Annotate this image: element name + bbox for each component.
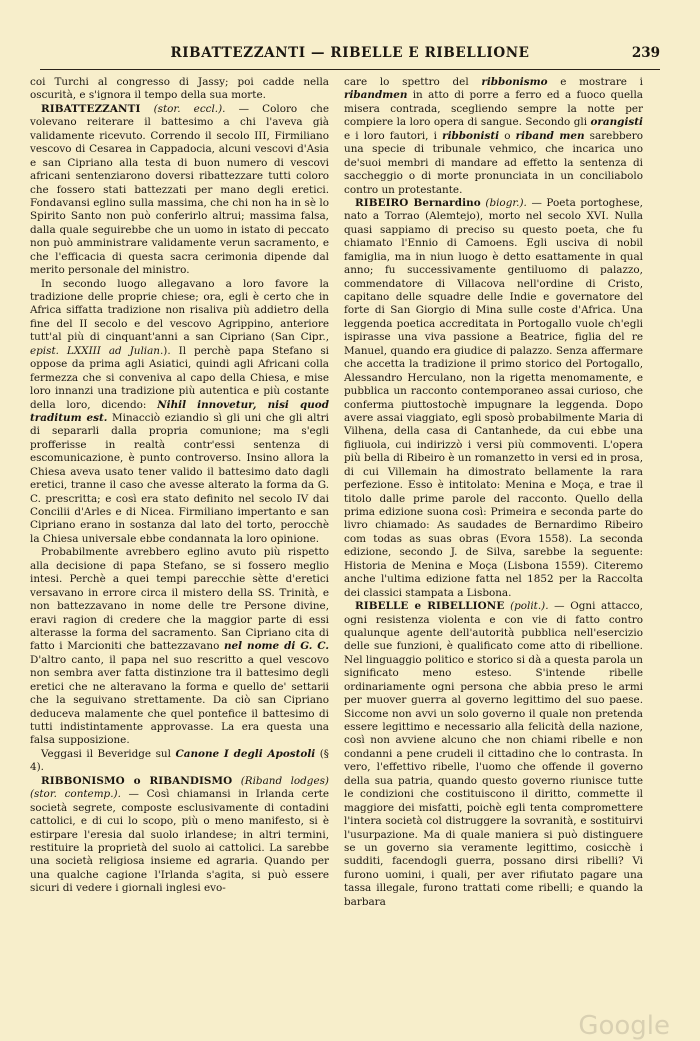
entry-term: RIBATTEZZANTI bbox=[41, 102, 141, 115]
entry-category: (polit.). bbox=[504, 600, 555, 613]
page-number: 239 bbox=[631, 45, 660, 61]
watermark: Google bbox=[578, 1011, 670, 1041]
paragraph: Probabilmente avrebbero eglino avuto più rispetto alla decisione di papa Stefano, se si fossero meglio intesi. Perchè a quei tempi parecchie sètte d'eretici versavano in errore circa il mistero della SS. Trinità, e non battezzavano in nome delle tre Persone divine, eravi ragion di credere che la maggior parte di essi alterasse la forma del sacramento. San Cipriano cita di fatto i Marcioniti che battezzavano nel nome di G. C. D'altro canto, il papa nel suo rescritto a quel vescovo non sembra aver fatta distinzione tra il battesimo degli eretici che ne alteravano la forma e quello de' settarii che la seguivano strettamente. Da ciò san Cipriano deduceva malamente che quel pontefice il battesimo di tutti indistintamente approvasse. La era questa una falsa supposizione. bbox=[30, 546, 329, 747]
dictionary-entry bbox=[30, 103, 329, 278]
entry-term: RIBEIRO Bernardino bbox=[355, 196, 481, 209]
entry-category: (biogr.). bbox=[480, 196, 532, 209]
right-column bbox=[344, 76, 643, 909]
dictionary-entry bbox=[30, 775, 329, 896]
entry-text: — Ogni attacco, ogni resistenza violenta e con vie di fatto contro qualunque agente dell'autorità pubblica nell'esercizio delle sue funzioni, è qualificato come atto di ribellione. Nel linguaggio politico e storico si dà a questa parola un significato meno esteso. S'intende ribelle ordinariamente ogni persona che abbia preso le armi per muover guerra al governo legittimo del suo paese. Siccome non avvi un solo governo il quale non pretenda essere legittimo e necessario alla felicità della nazione, così non avviene alcuno che non chiami ribelle e non condanni a pene crudeli il cittadino che lo contrasta. In vero, l'effettivo ribelle, l'uomo che offende il governo della sua patria, quando questo governo riunisce tutte le condizioni che costituiscono il diritto, commette il maggiore dei misfatti, poichè egli tenta compromettere l'intera società col distruggere la sovranità, e sostituirvi l'usurpazione. Ma di quale maniera si può distinguere se un governo sia veramente legittimo, cosicchè i sudditi, facendogli guerra, possano dirsi ribelli? Vi furono uomini, i quali, per aver rifiutato pagare una tassa illegale, furono trattati come ribelli; e quando la barbara bbox=[344, 600, 643, 908]
left-column bbox=[30, 76, 329, 896]
continued-paragraph: coi Turchi al congresso di Jassy; poi cadde nella oscurità, e s'ignora il tempo della sua morte. bbox=[30, 76, 329, 102]
entry-category: (Riband lodges) (stor. contemp.). bbox=[30, 774, 329, 801]
entry-term: RIBELLE e RIBELLIONE bbox=[355, 600, 505, 613]
paragraph: In secondo luogo allegavano a loro favore la tradizione delle proprie chiese; ora, egli è certo che in Africa siffatta tradizione non risaliva più addietro della fine del II secolo e del vescovo Agrippino, anteriore tutt'al più di cinquant'anni a san Cipriano (San Cipr., epist. LXXIII ad Julian.). Il perchè papa Stefano si oppose da prima agli Asiatici, quindi agli Africani colla fermezza che si conveniva al capo della Chiesa, e mise loro innanzi una tradizione più autentica e più costante della loro, dicendo: Nihil innovetur, nisi quod traditum est. Minacciò eziandio sì gli uni che gli altri di separarli dalla propria comunione; ma s'egli profferisse in realtà contr'essi sentenza di escomunicazione, è punto controverso. Insino allora la Chiesa aveva usato tener valido il battesimo dato dagli eretici, tranne il caso che avesse alterato la forma da G. C. prescritta; e così era stato definito nel secolo IV dai Concilii d'Arles e di Nicea. Firmiliano impertanto e san Cipriano erano in sostanza dal lato del torto, perocchè la Chiesa universale ebbe condannata la loro opinione. bbox=[30, 277, 329, 545]
entry-text: — Poeta portoghese, nato a Torrao (Alemtejo), morto nel secolo XVI. Nulla quasi sappiamo di preciso su questo poeta, che fu chiamato l'Ennio di Camoens. Egli usciva di nobil famiglia, ma in niun luogo è detto esattamente in qual anno; fu successivamente gentiluomo di palazzo, commendatore di Villacova nell'ordine di Cristo, capitano delle squadre delle Indie e governatore del forte di San Giorgio di Mina sulle coste d'Africa. Una leggenda poetica accreditata in Portogallo vuole ch'egli ispirasse una viva passione a Beatrice, figlia del re Manuel, quando era giudice di palazzo. Senza affermare che accetta la tradizione il primo storico del Portogallo, Alessandro Herculano, non la rigetta menomamente, e pubblica un racconto contemporaneo assai curioso, che conferma piuttostochè impugnare la leggenda. Dopo avere assai viaggiato, egli sposò probabilmente Maria di Vilhena, della casa di Cantanhede, da cui ebbe una figliuola, cui indirizzò i versi più commoventi. L'opera più bella di Ribeiro è un romanzetto in versi ed in prosa, di cui Villemain ha dimostrato bellamente la rara perfezione. Esso è intitolato: Menina e Moça, e trae il titolo dalle prime parole del racconto. Quello della prima edizione suona così: Primeira e seconda parte do livro chiamado: As saudades de Bernardimo Ribeiro com todas as suas obras (Evora 1558). La seconda edizione, secondo J. de Silva, sarebbe la seguente: Historia de Menina e Moça (Lisbona 1559). Citeremo anche l'ultima edizione fatta nel 1852 per la Raccolta dei classici stampata a Lisbona. bbox=[344, 196, 643, 599]
entry-text: — Coloro che volevano reiterare il battesimo a chi l'aveva già validamente ricevuto. Correndo il secolo III, Firmiliano vescovo di Cesarea in Cappadocia, alcuni vescovi d'Asia e san Cipriano alla testa di buon numero di vescovi africani sentenziarono doversi ribattezzare tutti coloro che fossero stati battezzati per mano degli eretici. Fondavansi eglino sulla massima, che chi non ha in sè lo Spirito Santo non può conferirlo altrui; massima falsa, dalla quale seguirebbe che un uomo in istato di peccato non può amministrare validamente verun sacramento, e che l'efficacia di questa sacra cerimonia dipende dal merito personale del ministro. bbox=[30, 102, 330, 277]
entry-term: RIBBONISMO o RIBANDISMO bbox=[41, 774, 233, 787]
continued-paragraph: care lo spettro del ribbonismo e mostrare i ribandmen in atto di porre a ferro ed a fuoco quella misera contrada, scegliendo sempre la notte per compiere la loro opera di sangue. Secondo gli orangisti e i loro fautori, i ribbonisti o riband men sarebbero una specie di tribunale vehmico, che incarica uno de'suoi membri di mandare ad effetto la sentenza di saccheggio o di morte pronunciata in un conciliabolo contro un protestante. bbox=[344, 76, 643, 196]
page-header bbox=[40, 43, 660, 70]
entry-category: (stor. eccl.). bbox=[140, 102, 239, 115]
dictionary-entry bbox=[344, 600, 643, 909]
entry-text: — Così chiamansi in Irlanda certe società segrete, composte esclusivamente di contadini cattolici, e di cui lo scopo, più o meno manifesto, si è estirpare l'eresia dal suolo irlandese; in altri termini, restituire la proprietà del suolo ai cattolici. La sarebbe una società religiosa insieme ed agraria. Quando per una qualche cagione l'Irlanda s'agita, si può essere sicuri di vedere i giornali inglesi evo- bbox=[30, 788, 329, 895]
running-head: RIBATTEZZANTI — RIBELLE E RIBELLIONE bbox=[170, 45, 530, 61]
paragraph: Veggasi il Beveridge sul Canone I degli Apostoli (§ 4). bbox=[30, 747, 329, 774]
dictionary-entry bbox=[344, 197, 643, 600]
